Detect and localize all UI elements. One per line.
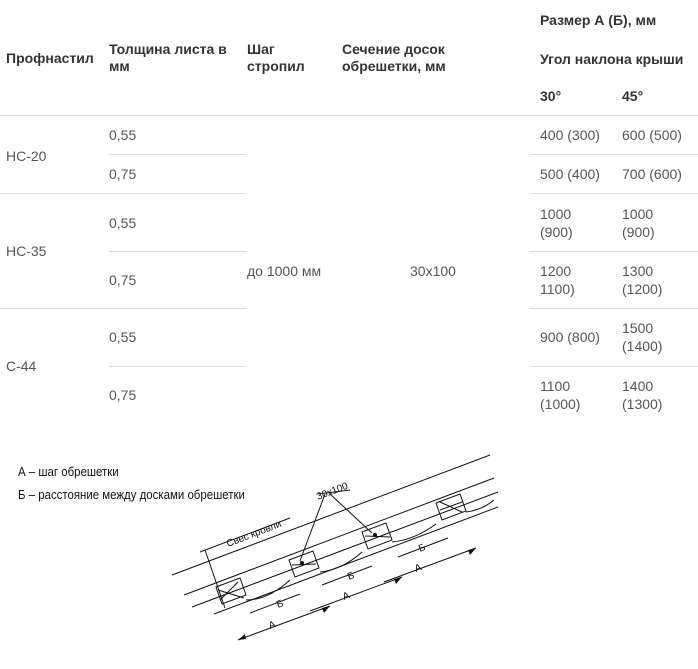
size-45-cell: 1500 (1400) [622,320,663,354]
thickness-cell: 0,75 [109,166,137,182]
group-divider [530,193,698,194]
thickness-cell: 0,75 [109,272,137,288]
header-thickness: Толщина листа в мм [109,41,227,74]
group-divider [0,193,246,194]
section-label: 30x100 [315,480,350,503]
header-rafter-step: Шаг стропил [247,41,305,74]
size-30-cell: 900 (800) [540,329,600,345]
row-divider [530,366,698,367]
batten-section-cell: 30x100 [410,263,456,279]
batten-diagram [0,430,698,669]
size-45-cell: 1000 (900) [622,206,655,240]
batten-board [216,578,246,604]
dimension-b-label: Б [346,570,357,583]
header-size-group: Размер А (Б), мм [540,12,657,28]
profile-cell: НС-20 [6,148,47,164]
dimension-b [250,594,300,613]
dimension-a-label: А [413,562,424,575]
thickness-cell: 0,55 [109,329,137,345]
thickness-cell: 0,75 [109,387,137,403]
row-divider [109,154,246,155]
roof-line [214,507,498,614]
size-45-cell: 700 (600) [622,166,682,182]
batten-board [362,523,392,549]
dimension-b-label: Б [417,542,428,555]
group-divider [0,308,246,309]
arrow-head [322,606,330,613]
overhang-label: Свес кровли [225,518,284,550]
dimension-a [384,548,476,582]
profile-wave [246,500,494,600]
group-divider [530,308,698,309]
size-45-cell: 1400 (1300) [622,378,663,412]
thickness-cell: 0,55 [109,215,137,231]
size-45-cell: 600 (500) [622,127,682,143]
header-angle-45: 45° [622,88,644,104]
dimension-b-label: Б [275,598,286,611]
thickness-cell: 0,55 [109,127,137,143]
dimension-a-label: А [267,619,278,632]
dimension-a [238,606,330,640]
roof-line [172,455,490,575]
dimension-a [310,577,402,611]
header-roof-angle: Угол наклона крыши [540,51,684,67]
profile-cell: С-44 [6,358,37,374]
rafter-step-cell: до 1000 мм [247,263,322,279]
row-divider [530,154,698,155]
profile-cell: НС-35 [6,243,47,259]
header-divider [0,115,698,116]
legend-a: А – шаг обрешетки [18,464,119,479]
size-30-cell: 1000 (900) [540,206,573,240]
header-batten-section: Сечение досок обрешетки, мм [342,41,446,74]
header-angle-30: 30° [540,88,562,104]
size-30-cell: 1100 (1000) [540,378,581,412]
size-45-cell: 1300 (1200) [622,263,663,297]
row-divider [109,251,246,252]
header-profile: Профнастил [6,50,94,66]
size-30-cell: 500 (400) [540,166,600,182]
dimension-a-label: А [341,590,352,603]
size-30-cell: 400 (300) [540,127,600,143]
row-divider [530,251,698,252]
batten-board [289,551,319,577]
row-divider [109,366,246,367]
size-30-cell: 1200 1100) [540,263,575,297]
arrow-head [238,634,246,640]
legend-b: Б – расстояние между досками обрешетки [18,487,245,502]
arrow-head [468,548,476,555]
